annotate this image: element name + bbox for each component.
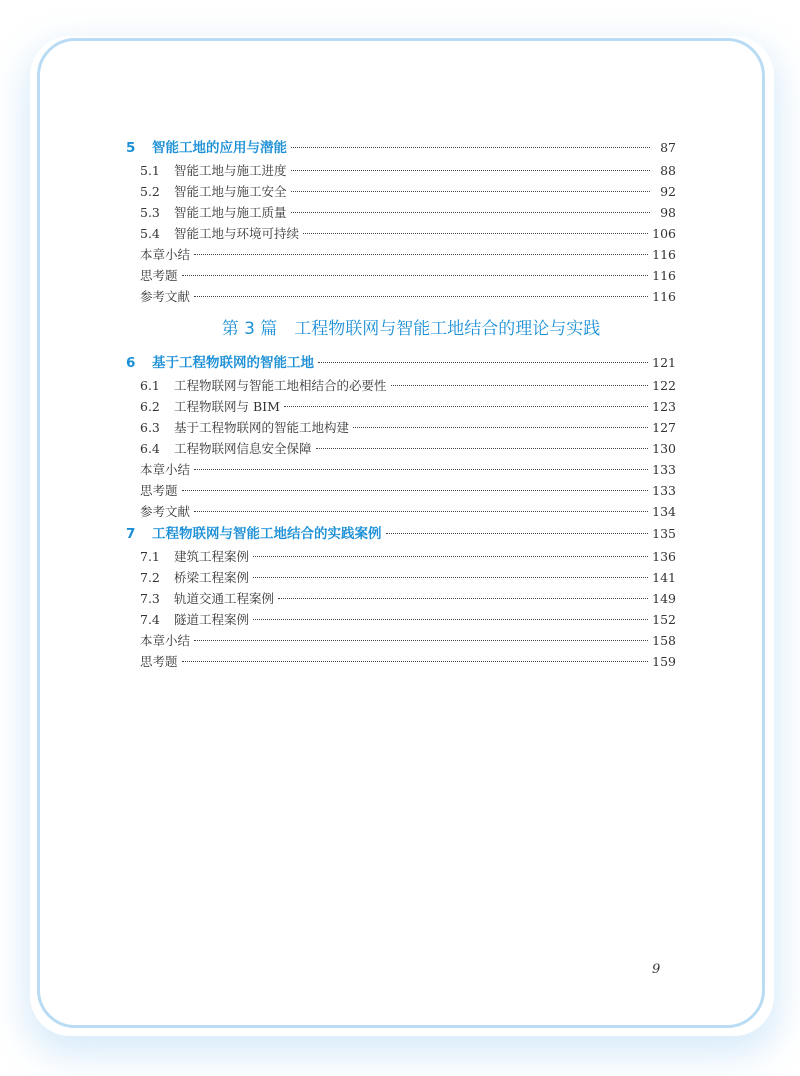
section-number: 6.1 <box>140 378 160 393</box>
dot-leader <box>194 296 648 297</box>
section-title: 智能工地与环境可持续 <box>174 226 300 241</box>
toc-chapter-7[interactable] <box>126 522 676 546</box>
chapter-title: 基于工程物联网的智能工地 <box>152 355 314 371</box>
toc-chapter-6[interactable] <box>126 351 676 375</box>
dot-leader <box>284 406 648 407</box>
section-number: 5.1 <box>140 163 160 178</box>
toc-section-6-4[interactable] <box>126 438 676 459</box>
toc-section-7-4[interactable] <box>126 609 676 630</box>
toc-section-5-2[interactable] <box>126 181 676 202</box>
dot-leader <box>194 254 648 255</box>
dot-leader <box>182 661 649 662</box>
toc-questions-5[interactable] <box>126 265 676 286</box>
page-ref: 133 <box>652 462 676 477</box>
section-title: 智能工地与施工进度 <box>174 163 287 178</box>
toc-section-7-3[interactable] <box>126 588 676 609</box>
section-number: 6.4 <box>140 441 160 456</box>
part-heading[interactable]: 第 3 篇 工程物联网与智能工地结合的理论与实践 <box>221 319 601 339</box>
section-number: 5.4 <box>140 226 160 241</box>
chapter-title: 工程物联网与智能工地结合的实践案例 <box>152 526 382 542</box>
page-ref: 116 <box>652 247 676 262</box>
section-number: 7.4 <box>140 612 160 627</box>
references-title: 参考文献 <box>140 504 191 519</box>
section-number: 7.2 <box>140 570 160 585</box>
page-ref: 159 <box>652 654 676 669</box>
page-ref: 123 <box>652 399 676 414</box>
chapter-title: 智能工地的应用与潜能 <box>152 140 287 156</box>
dot-leader <box>391 385 649 386</box>
dot-leader <box>194 640 648 641</box>
page-ref: 121 <box>652 355 676 370</box>
dot-leader <box>318 362 648 363</box>
page-ref: 149 <box>652 591 676 606</box>
toc-chapter-5[interactable] <box>126 136 676 160</box>
section-title: 工程物联网与智能工地相结合的必要性 <box>174 378 387 393</box>
page-ref: 152 <box>652 612 676 627</box>
chapter-number: 6 <box>126 355 136 371</box>
toc-section-7-2[interactable] <box>126 567 676 588</box>
dot-leader <box>291 191 650 192</box>
section-title: 桥梁工程案例 <box>174 570 250 585</box>
summary-title: 本章小结 <box>140 633 191 648</box>
dot-leader <box>194 469 648 470</box>
dot-leader <box>253 556 648 557</box>
questions-title: 思考题 <box>140 483 178 498</box>
toc-section-6-1[interactable] <box>126 375 676 396</box>
chapter-number: 7 <box>126 526 136 542</box>
page-ref: 116 <box>652 268 676 283</box>
page-ref: 135 <box>652 526 676 541</box>
dot-leader <box>316 448 649 449</box>
dot-leader <box>253 577 648 578</box>
dot-leader <box>386 533 649 534</box>
toc-questions-7[interactable] <box>126 651 676 672</box>
section-number: 5.2 <box>140 184 160 199</box>
dot-leader <box>182 275 649 276</box>
toc-references-6[interactable] <box>126 501 676 522</box>
toc-summary-7[interactable] <box>126 630 676 651</box>
section-number: 5.3 <box>140 205 160 220</box>
toc-section-5-4[interactable] <box>126 223 676 244</box>
toc-questions-6[interactable] <box>126 480 676 501</box>
page-ref: 87 <box>660 140 676 155</box>
page-ref: 116 <box>652 289 676 304</box>
toc-section-6-2[interactable] <box>126 396 676 417</box>
page-ref: 88 <box>660 163 676 178</box>
section-number: 6.3 <box>140 420 160 435</box>
dot-leader <box>182 490 649 491</box>
questions-title: 思考题 <box>140 654 178 669</box>
dot-leader <box>291 212 650 213</box>
references-title: 参考文献 <box>140 289 191 304</box>
dot-leader <box>291 170 650 171</box>
page-ref: 92 <box>660 184 676 199</box>
page-ref: 122 <box>652 378 676 393</box>
section-title: 隧道工程案例 <box>174 612 250 627</box>
dot-leader <box>303 233 648 234</box>
page-ref: 136 <box>652 549 676 564</box>
page-ref: 130 <box>652 441 676 456</box>
toc-section-5-1[interactable] <box>126 160 676 181</box>
toc-references-5[interactable] <box>126 286 676 307</box>
section-title: 轨道交通工程案例 <box>174 591 275 606</box>
table-of-contents <box>126 136 676 672</box>
section-title: 工程物联网信息安全保障 <box>174 441 312 456</box>
section-number: 6.2 <box>140 399 160 414</box>
toc-summary-5[interactable] <box>126 244 676 265</box>
dot-leader <box>278 598 648 599</box>
page-ref: 133 <box>652 483 676 498</box>
dot-leader <box>253 619 648 620</box>
section-title: 建筑工程案例 <box>174 549 250 564</box>
dot-leader <box>353 427 648 428</box>
page-ref: 98 <box>660 205 676 220</box>
page-ref: 127 <box>652 420 676 435</box>
section-title: 智能工地与施工安全 <box>174 184 287 199</box>
page-ref: 106 <box>652 226 676 241</box>
section-title: 工程物联网与 BIM <box>174 399 280 414</box>
page-ref: 158 <box>652 633 676 648</box>
section-number: 7.1 <box>140 549 160 564</box>
section-number: 7.3 <box>140 591 160 606</box>
toc-section-6-3[interactable] <box>126 417 676 438</box>
section-title: 智能工地与施工质量 <box>174 205 287 220</box>
section-title: 基于工程物联网的智能工地构建 <box>174 420 350 435</box>
page-ref: 134 <box>652 504 676 519</box>
dot-leader <box>291 147 650 148</box>
page-number: 9 <box>652 962 661 977</box>
dot-leader <box>194 511 648 512</box>
summary-title: 本章小结 <box>140 462 191 477</box>
chapter-number: 5 <box>126 140 136 156</box>
summary-title: 本章小结 <box>140 247 191 262</box>
toc-section-5-3[interactable] <box>126 202 676 223</box>
toc-section-7-1[interactable] <box>126 546 676 567</box>
questions-title: 思考题 <box>140 268 178 283</box>
toc-summary-6[interactable] <box>126 459 676 480</box>
page-ref: 141 <box>652 570 676 585</box>
